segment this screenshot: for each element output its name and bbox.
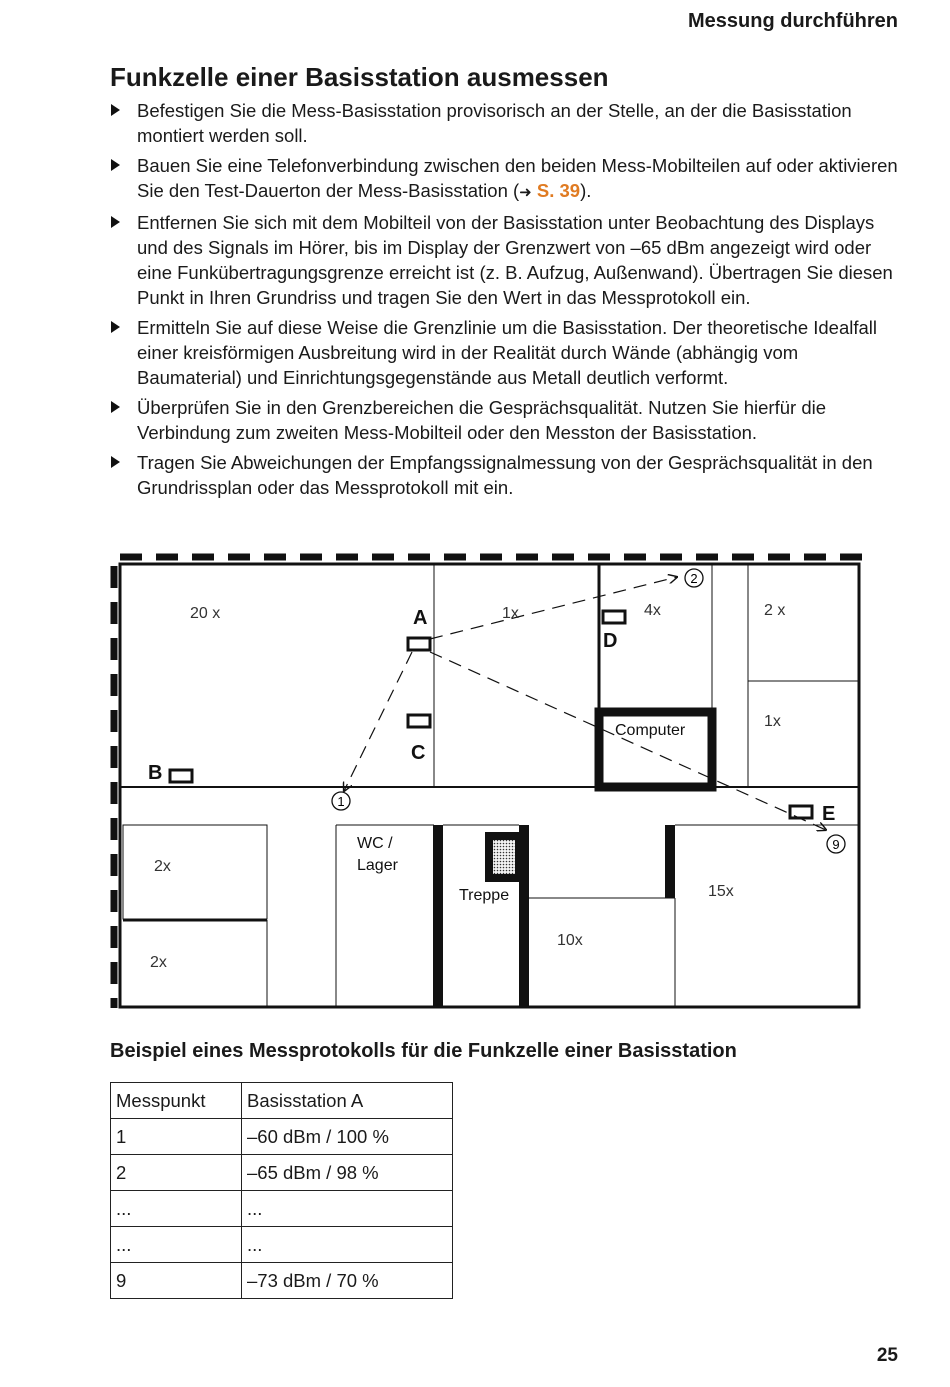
table-row (111, 1191, 453, 1227)
wc-label: Lager (357, 857, 398, 874)
point-label: 1 (337, 794, 345, 809)
instruction-text: Entfernen Sie sich mit dem Mobilteil von der Basisstation unter Beobachtung des Displays und des Signals im Hörer, bis im Display der Grenzwert von –65 dBm angezeigt wird oder eine Funkübertragungsgrenze erreicht ist (z. B. Aufzug, Außenwand). Übertragen Sie diesen Punkt in Ihren Grundriss und tragen Sie den Wert in das Messprotokoll ein. (137, 212, 893, 308)
point-label: 2 (690, 571, 698, 586)
table-cell: –60 dBm / 100 % (242, 1119, 453, 1155)
base-station-label: D (603, 630, 618, 652)
table-row (111, 1263, 453, 1299)
instruction-text: Befestigen Sie die Mess-Basisstation provisorisch an der Stelle, an der die Basisstation montiert werden soll. (137, 100, 852, 146)
protocol-title: Beispiel eines Messprotokolls für die Funkzelle einer Basisstation (110, 1040, 737, 1062)
base-station-c-icon (408, 715, 430, 727)
table-header-row (111, 1083, 453, 1119)
table-row (111, 1119, 453, 1155)
room-count: 1x (502, 605, 519, 622)
base-station-b-icon (170, 770, 192, 782)
section-title: Funkzelle einer Basisstation ausmessen (110, 62, 609, 92)
instruction-item (108, 153, 908, 205)
table-cell: –73 dBm / 70 % (242, 1263, 453, 1299)
table-header: Messpunkt (111, 1083, 242, 1119)
room-count: 15x (708, 883, 734, 900)
page-reference-link[interactable]: S. 39 (536, 180, 581, 201)
stairs-label: Treppe (459, 887, 510, 904)
bullet-arrow-icon (111, 401, 120, 413)
room-count: 2x (150, 954, 167, 971)
room-count: 4x (644, 602, 661, 619)
bullet-arrow-icon (111, 321, 120, 333)
room-count: 20 x (190, 605, 221, 622)
instruction-item (108, 315, 908, 390)
base-station-label: B (148, 762, 163, 784)
bullet-arrow-icon (111, 216, 120, 228)
wc-label: WC / (357, 835, 393, 852)
instruction-text: Bauen Sie eine Telefonverbindung zwischen den beiden Mess-Mobilteilen auf oder aktivieren Sie den Test-Dauerton der Mess-Basisstation ( (137, 155, 898, 201)
point-label: 9 (832, 837, 840, 852)
room-count: 2x (154, 858, 171, 875)
bullet-arrow-icon (111, 104, 120, 116)
table-cell: 1 (111, 1119, 242, 1155)
instruction-item (108, 450, 908, 500)
instruction-item (108, 395, 908, 445)
table-cell: 2 (111, 1155, 242, 1191)
base-station-a-icon (408, 638, 430, 650)
bullet-arrow-icon (111, 159, 120, 171)
instruction-text: Tragen Sie Abweichungen der Empfangssignalmessung von der Gesprächsqualität in den Grundrissplan oder das Messprotokoll mit ein. (137, 452, 873, 498)
table-cell: –65 dBm / 98 % (242, 1155, 453, 1191)
instruction-text: Überprüfen Sie in den Grenzbereichen die Gesprächsqualität. Nutzen Sie hierfür die Verbindung zum zweiten Mess-Mobilteil oder den Messton der Basisstation. (137, 397, 827, 443)
reference-arrow-icon: ➜ (519, 184, 532, 201)
room-count: 10x (557, 932, 583, 949)
instruction-text: Ermitteln Sie auf diese Weise die Grenzlinie um die Basisstation. Der theoretische Idealfall einer kreisförmigen Ausbreitung wird in der Realität durch Wände (abhängig vom Baumaterial) und Einrichtungsgegenstände aus Metall deutlich verformt. (137, 317, 878, 388)
table-cell: ... (111, 1227, 242, 1263)
base-station-d-icon (603, 611, 625, 623)
base-station-label: C (411, 742, 426, 764)
room-count: 1x (764, 713, 781, 730)
table-row (111, 1227, 453, 1263)
bullet-arrow-icon (111, 456, 120, 468)
table-cell: ... (111, 1191, 242, 1227)
room-count: 2 x (764, 602, 786, 619)
instruction-text-end: ). (580, 180, 592, 201)
table-cell: ... (242, 1191, 453, 1227)
instruction-item (108, 98, 908, 148)
interior-walls (120, 564, 859, 1007)
table-cell: 9 (111, 1263, 242, 1299)
stairs-icon (489, 836, 519, 878)
table-cell: ... (242, 1227, 453, 1263)
table-header: Basisstation A (242, 1083, 453, 1119)
instruction-list (108, 98, 908, 505)
base-station-label: E (822, 803, 836, 825)
page-number: 25 (876, 1345, 898, 1366)
table-row (111, 1155, 453, 1191)
base-station-e-icon (790, 806, 812, 818)
instruction-item (108, 210, 908, 310)
floor-plan-diagram (100, 548, 870, 1016)
computer-label: Computer (615, 722, 686, 739)
running-header: Messung durchführen (687, 10, 898, 32)
measurement-protocol-table (110, 1082, 453, 1299)
base-station-label: A (413, 607, 428, 629)
